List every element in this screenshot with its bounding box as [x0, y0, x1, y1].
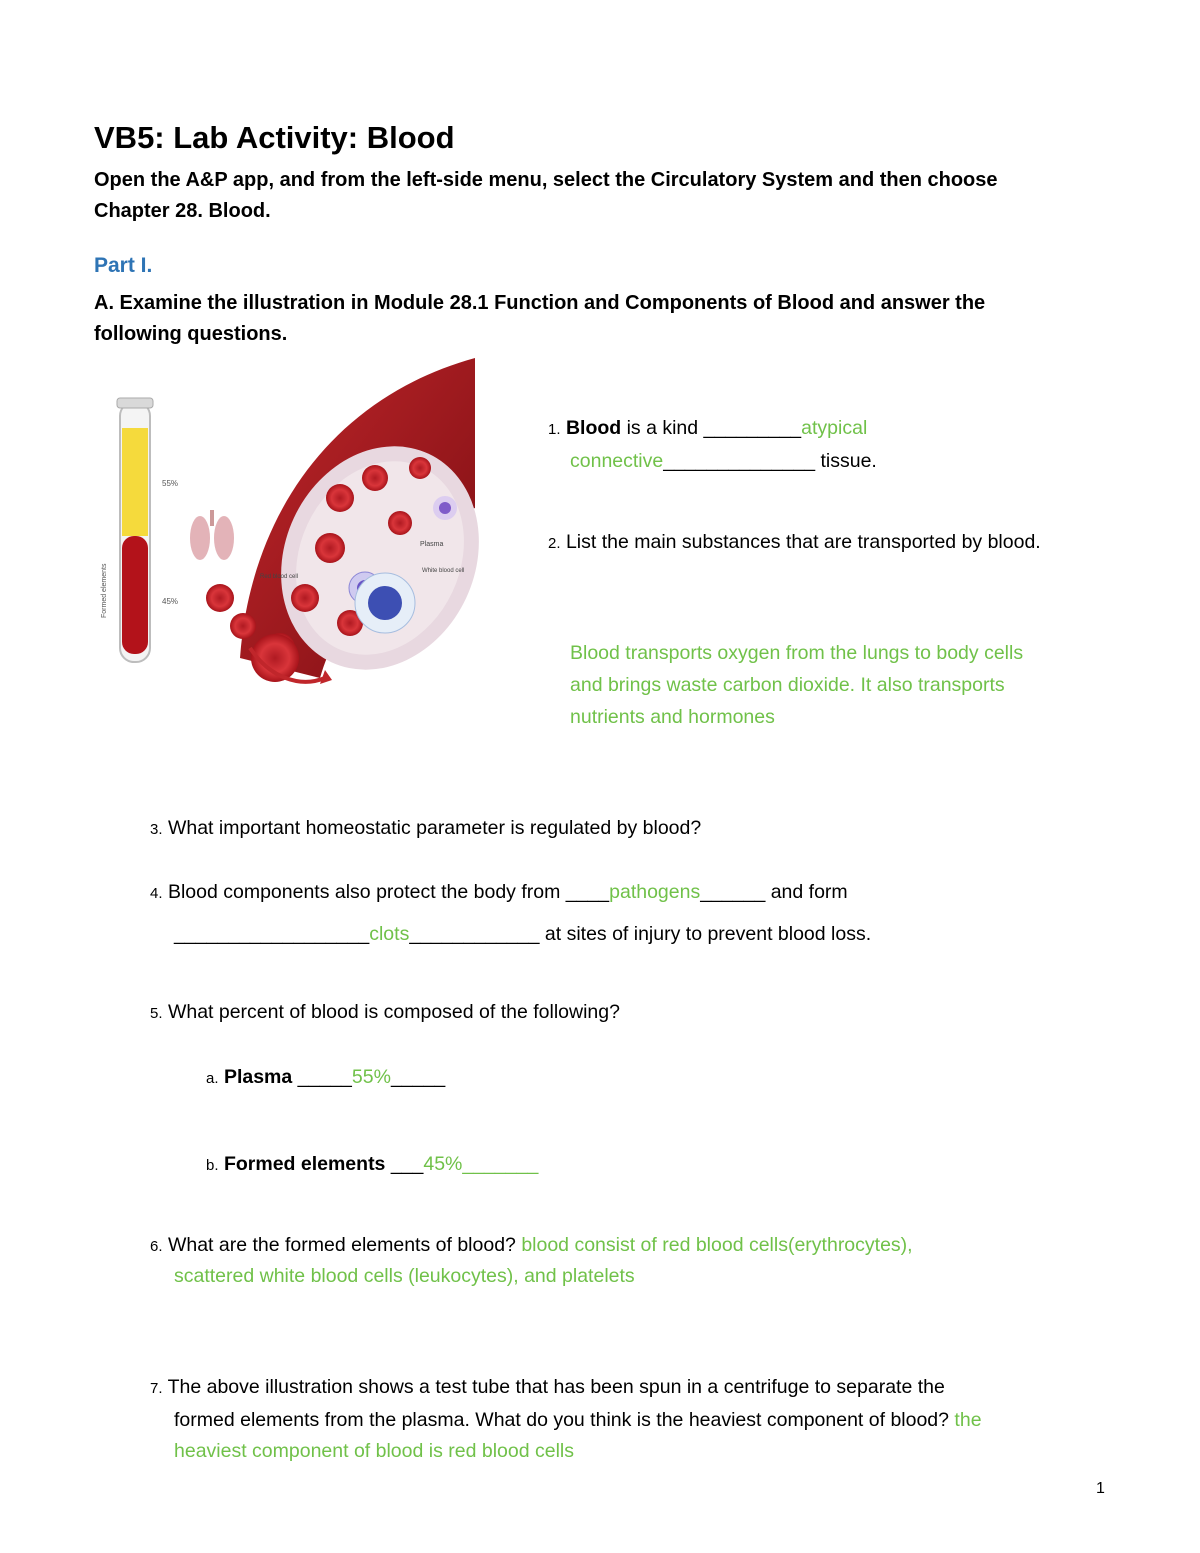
question-5b: b. Formed elements ___45%_______	[206, 1153, 539, 1175]
answer-q7-line1: the	[949, 1409, 982, 1431]
answer-q5b: 45%	[423, 1153, 463, 1175]
answer-q1-part2: connective	[570, 450, 664, 472]
question-4-line2: __________________clots____________ at sites of injury to prevent blood loss.	[174, 923, 872, 945]
intro-instructions: Open the A&P app, and from the left-side menu, select the Circulatory System and then choose Chapter 28. Blood.	[94, 169, 998, 222]
blood-components-illustration	[100, 358, 480, 688]
question-6: 6. What are the formed elements of blood? blood consist of red blood cells(erythrocytes),	[150, 1234, 913, 1256]
question-1: 1. Blood is a kind _________atypical	[548, 417, 868, 439]
test-tube	[101, 398, 178, 662]
lungs-icon	[190, 510, 234, 560]
tube-plasma-percent: 55%	[162, 479, 179, 488]
document-title: VB5: Lab Activity: Blood	[94, 120, 455, 155]
answer-q2-line2: and brings waste carbon dioxide. It also transports	[570, 674, 1005, 696]
answer-q6-line2: scattered white blood cells (leukocytes), and platelets	[174, 1265, 635, 1287]
answer-q7-line2: heaviest component of blood is red blood cells	[174, 1440, 574, 1462]
question-4: 4. Blood components also protect the body from ____pathogens______ and form	[150, 881, 848, 903]
label-wbc: White blood cell	[422, 568, 465, 574]
question-7-line2: formed elements from the plasma. What do you think is the heaviest component of blood? the	[174, 1409, 982, 1431]
question-5a: a. Plasma _____55%_____	[206, 1066, 446, 1088]
tube-formed-percent: 45%	[162, 597, 179, 606]
answer-q5a: 55%	[351, 1066, 391, 1088]
question-3: 3. What important homeostatic parameter is regulated by blood?	[150, 817, 702, 839]
tube-side-label: Formed elements	[101, 563, 108, 618]
answer-q4-pathogens: pathogens	[609, 881, 701, 903]
page-number: 1	[1096, 1480, 1105, 1497]
question-2: 2. List the main substances that are transported by blood.	[548, 531, 1041, 553]
answer-q2-line3: nutrients and hormones	[570, 706, 775, 728]
label-platelets: Plasma	[420, 541, 444, 548]
part-heading: Part I.	[94, 254, 153, 277]
section-a-instructions: A. Examine the illustration in Module 28.1 Function and Components of Blood and answer the following questions.	[94, 292, 986, 345]
answer-q2-line1: Blood transports oxygen from the lungs to body cells	[570, 642, 1024, 664]
label-rbc: Red blood cell	[260, 574, 299, 580]
answer-q6-line1: blood consist of red blood cells(erythrocytes),	[521, 1234, 913, 1256]
question-1-line2: connective______________ tissue.	[570, 450, 877, 472]
question-7: 7. The above illustration shows a test tube that has been spun in a centrifuge to separate the	[150, 1376, 945, 1398]
answer-q1-part1: atypical	[801, 417, 868, 439]
question-5: 5. What percent of blood is composed of the following?	[150, 1001, 620, 1023]
answer-q4-clots: clots	[369, 923, 410, 945]
